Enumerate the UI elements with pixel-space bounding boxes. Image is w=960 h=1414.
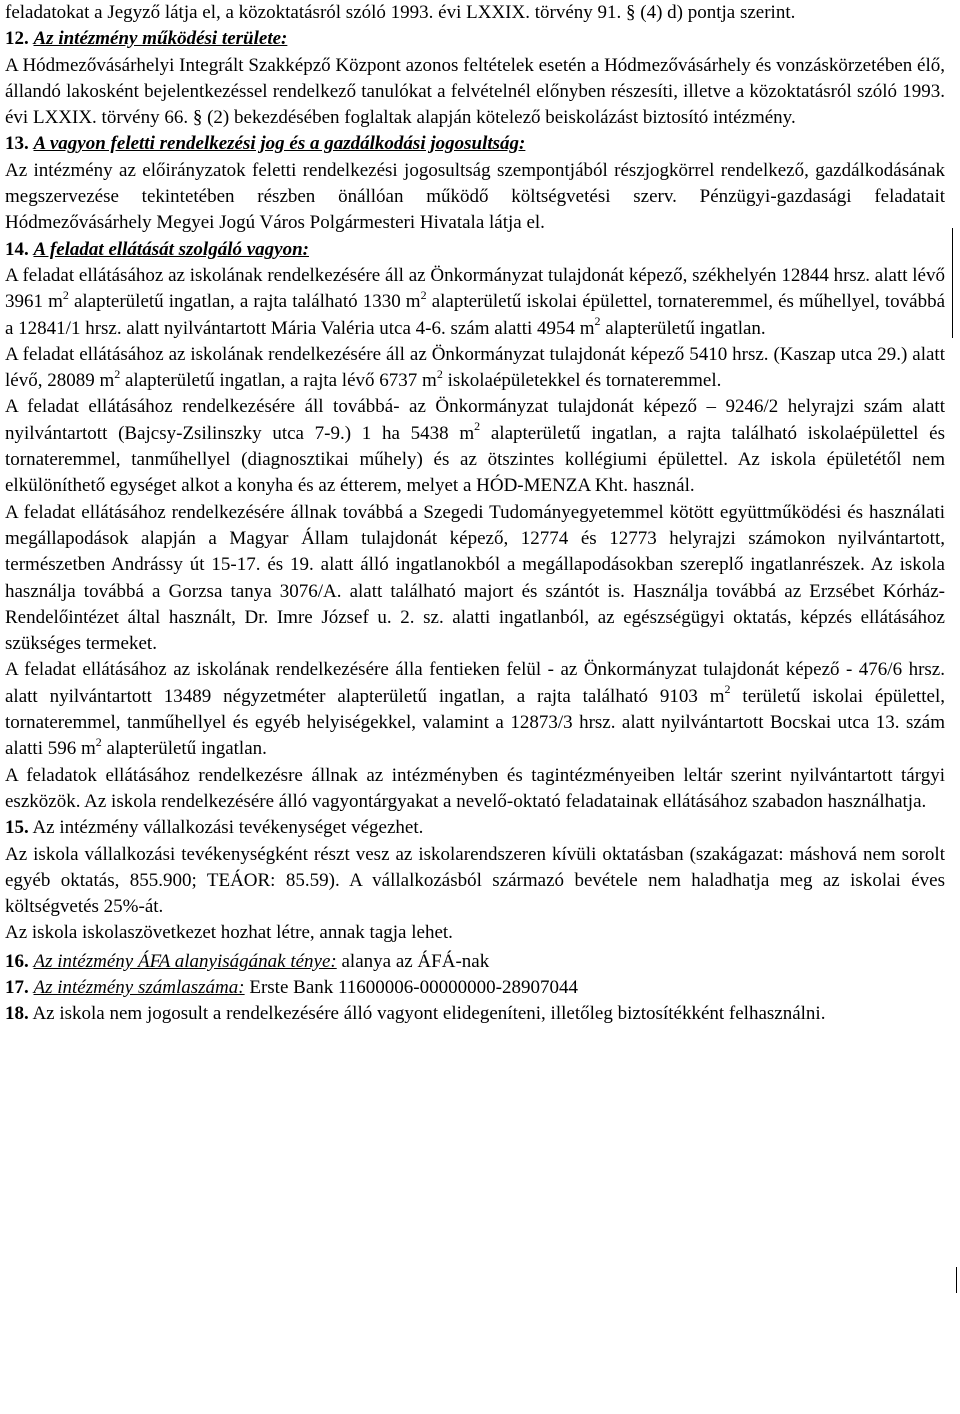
section-14-paragraph-4: A feladat ellátásához rendelkezésére állnak továbbá a Szegedi Tudományegyetemmel kötött együttműködési és használati megállapodások alapján a Magyar Állam tulajdonát képező, 12774 és 12773 helyrajzi számokon nyilvántartott, természetben Andrássy út 15-17. és 19. alatt álló ingatlanokból a megállapodásokban szereplő ingatlanrészek. Az iskola használja továbbá a Gorzsa tanya 3076/A. alatt található majort és szántót is. Használja továbbá az Erzsébet Kórház-Rendelőintézet által használt, Dr. Imre József u. 2. sz. alatti ingatlanból, az egészségügyi oktatás, képzés ellátásához szükséges termeket. xyxy=(5,501,945,655)
superscript: 2 xyxy=(474,419,481,434)
section-12-number: 12. xyxy=(5,28,29,50)
section-18-number: 18. xyxy=(5,1003,29,1025)
section-15 xyxy=(5,815,945,841)
section-17 xyxy=(5,975,945,1001)
s14-p2-c: iskolaépületekkel és tornateremmel. xyxy=(447,370,722,392)
section-14-title: A feladat ellátását szolgáló vagyon: xyxy=(33,238,309,260)
change-bar xyxy=(956,1267,957,1293)
section-16-number: 16. xyxy=(5,950,29,972)
s14-p2-b: alapterületű ingatlan, a rajta lévő 6737 m xyxy=(125,370,437,392)
s14-p1-e: szám alatti 4954 m xyxy=(450,317,595,339)
section-13-number: 13. xyxy=(5,133,29,155)
section-14-number: 14. xyxy=(5,238,29,260)
section-12-text-a: A Hódmezővásárhelyi Integrált Szakképző Központ azonos feltételek esetén a Hódmezővásárhely és vonzáskörzetében élő, állandó lakosként bejelentkezéssel rendelkező tanulókat a felvételnél előnyben részesíti, illetve a közoktatásról szóló 1993. évi LXXIX. törvény 66. xyxy=(5,54,945,129)
s14-p3-b: alapterületű ingatlan, a rajta található iskolaépülettel és tornateremmel, tanműhellyel (diagnosztikai műhely) és az ötszintes kollégiumi épülettel. Az iskola épületétől nem elkülöníthető egységet alkot a konyha és az étterem, melyet a HÓD-MENZA Kht. használ. xyxy=(5,422,945,497)
section-16-title: Az intézmény ÁFA alanyiságának ténye: xyxy=(33,950,337,972)
s14-p5-b: területű iskolai épülettel, tornateremmel, tanműhellyel és egyéb helyiségekkel, valamint a 12873/3 hrsz. alatt nyilvántartott Bocskai utca 13. szám alatti 596 m xyxy=(5,685,946,760)
section-14-paragraph-5 xyxy=(5,657,945,762)
superscript: 2 xyxy=(594,314,601,329)
s14-p3-a: A feladat ellátásához rendelkezésére áll továbbá- az Önkormányzat tulajdonát képező – 9246/2 helyrajzi szám alatt nyilvántartott (Bajcsy-Zsilinszky utca 7-9.) 1 ha 5438 m xyxy=(5,396,945,444)
section-14-paragraph-6: A feladatok ellátásához rendelkezésre állnak az intézményben és tagintézményeiben leltár szerint nyilvántartott tárgyi eszközök. Az iskola rendelkezésére álló vagyontárgyakat a nevelő-oktató feladatainak ellátásához szabadon használhatja. xyxy=(5,764,945,812)
s14-p1-c: alapterületű ingatlan, a rajta található 1330 m xyxy=(74,291,421,313)
section-18-text: Az iskola nem jogosult a rendelkezésére álló vagyont elidegeníteni, illetőleg biztosítékként felhasználni. xyxy=(32,1003,826,1025)
section-12 xyxy=(5,26,945,131)
s14-p2-a: A feladat ellátásához az iskolának rendelkezésére áll az Önkormányzat tulajdonát képező 5410 hrsz. (Kaszap utca 29.) alatt lévő, 28089 m xyxy=(5,343,945,392)
s14-p1-d: alapterületű iskolai épülettel, tornateremmel, és műhellyel, továbbá a 12841/1 hrsz. alatt nyilvántartott Mária Valéria utca 4-6. xyxy=(5,291,946,339)
change-bar xyxy=(952,228,953,338)
section-12-text-b: § (2) bekezdésében foglaltak alapján kötelező beiskolázást biztosító intézmény. xyxy=(192,107,796,129)
section-13-text-a: Az intézmény az előirányzatok feletti rendelkezési jogosultság szempontjából részjogkörrel rendelkező, gazdálkodásának megszervezése tekintetében részben önállóan működő költségvetési szerv. xyxy=(5,159,945,208)
section-13 xyxy=(5,131,945,236)
s14-p1-a: A feladat ellátásához az iskolának rendelkezésére áll az Önkormányzat tulajdonát képező, székhelyén 12844 hrsz. xyxy=(5,264,871,286)
section-13-text-b: Pénzügyi-gazdasági feladatait Hódmezővásárhely Megyei Jogú Város Polgármesteri Hivatala látja el. xyxy=(5,186,946,234)
section-13-title: A vagyon feletti rendelkezési jog és a gazdálkodási jogosultság: xyxy=(33,133,526,155)
section-14-paragraph-1 xyxy=(5,263,945,342)
section-16 xyxy=(5,949,945,975)
superscript: 2 xyxy=(62,287,69,302)
section-17-value: Erste Bank 11600006-00000000-28907044 xyxy=(249,976,578,998)
section-15-title: Az intézmény vállalkozási tevékenységet végezhet. xyxy=(32,817,424,839)
section-15-number: 15. xyxy=(5,817,29,839)
section-15-text-2: Az iskola iskolaszövetkezet hozhat létre, annak tagja lehet. xyxy=(5,922,453,944)
section-14-heading xyxy=(5,237,945,263)
section-17-title: Az intézmény számlaszáma: xyxy=(33,976,245,998)
document-page xyxy=(5,0,945,1028)
section-14-paragraph-2 xyxy=(5,342,945,395)
s14-p5-a: A feladat ellátásához az iskolának rendelkezésére álla fentieken felül - az Önkormányzat tulajdonát képező - 476/6 hrsz. alatt nyilvántartott 13489 négyzetméter alapterületű ingatlan, a rajta található 9103 m xyxy=(5,659,945,707)
section-14-paragraph-3 xyxy=(5,394,945,499)
section-12-title: Az intézmény működési területe: xyxy=(33,28,288,50)
s14-p1-b: alatt lévő 3961 m xyxy=(5,264,945,313)
section-17-number: 17. xyxy=(5,976,29,998)
superscript: 2 xyxy=(95,734,102,749)
superscript: 2 xyxy=(436,366,443,381)
superscript: 2 xyxy=(114,366,121,381)
section-16-value: alanya az ÁFÁ-nak xyxy=(341,950,490,972)
intro-paragraph: feladatokat a Jegyző látja el, a közoktatásról szóló 1993. évi LXXIX. törvény 91. § (4) d) pontja szerint. xyxy=(5,2,796,23)
section-15-text: Az iskola vállalkozási tevékenységként részt vesz az iskolarendszeren kívüli oktatásban (szakágazat: máshová nem sorolt egyéb oktatás, 855.900; TEÁOR: 85.59). A vállalkozásból származó bevétele nem haladhatja meg az iskolai éves költségvetés 25%-át. xyxy=(5,843,945,918)
section-18 xyxy=(5,1001,945,1027)
s14-p1-f: alapterületű ingatlan. xyxy=(605,317,766,339)
superscript: 2 xyxy=(724,682,731,697)
superscript: 2 xyxy=(420,287,427,302)
s14-p5-c: alapterületű ingatlan. xyxy=(106,738,267,760)
